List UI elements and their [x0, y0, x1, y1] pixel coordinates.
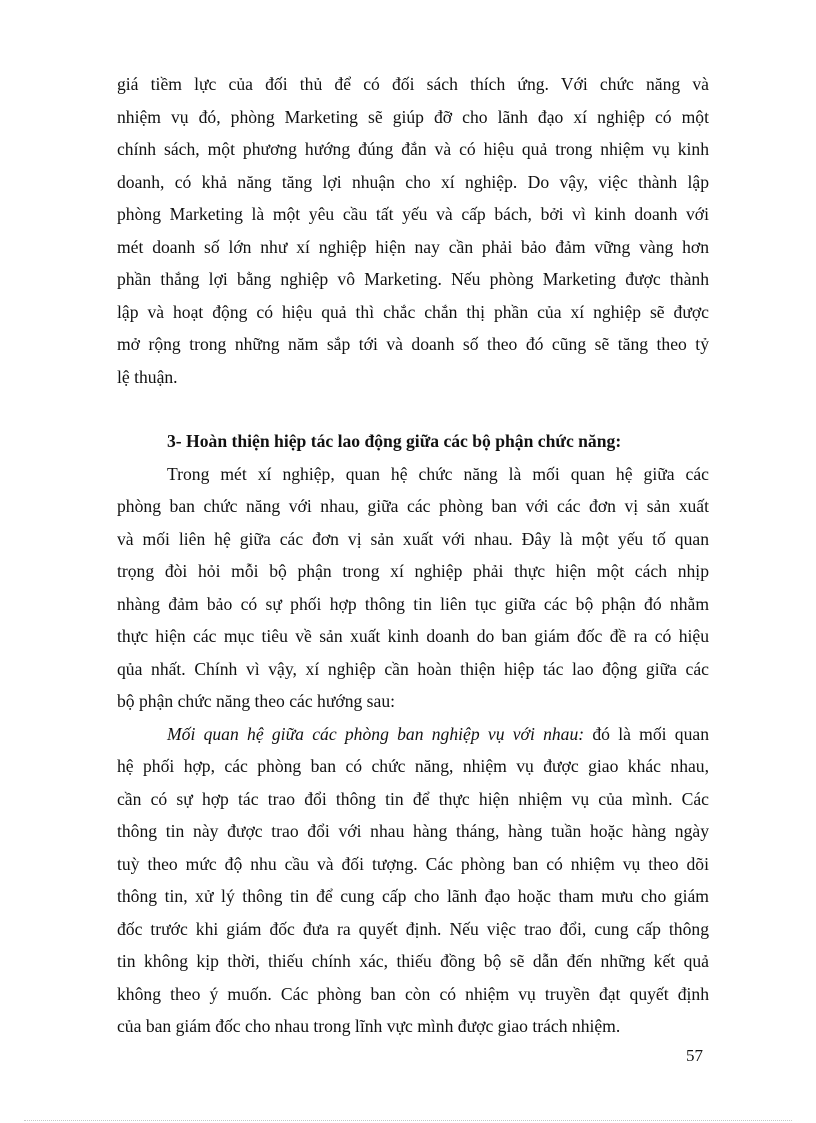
paragraph-marketing: [117, 68, 709, 393]
page-number: 57: [686, 1046, 703, 1065]
text-line: đốc trước khi giám đốc đưa ra quyết định. Nếu việc trao đổi, cung cấp thông: [117, 918, 709, 939]
text-line: doanh, có khả năng tăng lợi nhuận cho xí nghiệp. Do vậy, việc thành lập: [117, 171, 709, 192]
text-line: chính sách, một phương hướng đúng đắn và có hiệu quả trong nhiệm vụ kinh: [117, 139, 709, 159]
text-line: giá tiềm lực của đối thủ để có đối sách thích ứng. Với chức năng và: [117, 74, 709, 94]
section-heading: 3- Hoàn thiện hiệp tác lao động giữa các bộ phận chức năng:: [167, 431, 622, 451]
text-line: phần thắng lợi bằng nghiệp vô Marketing. Nếu phòng Marketing được thành: [117, 269, 709, 289]
text-line: thông tin này được trao đổi với nhau hàng tháng, hàng tuần hoặc hàng ngày: [117, 821, 709, 841]
text-line: phòng ban chức năng với nhau, giữa các phòng ban với các đơn vị sản xuất: [117, 496, 709, 516]
text-line-lead: [117, 718, 709, 751]
text-line: hệ phối hợp, các phòng ban có chức năng, nhiệm vụ được giao khác nhau,: [117, 756, 709, 776]
text-line: lập và hoạt động có hiệu quả thì chắc chắn thị phần của xí nghiệp sẽ được: [117, 301, 709, 322]
text-line: Trong mét xí nghiệp, quan hệ chức năng là mối quan hệ giữa các: [167, 463, 709, 484]
section-3: [117, 425, 709, 1043]
italic-lead-phrase: Mối quan hệ giữa các phòng ban nghiệp vụ với nhau:: [167, 723, 585, 744]
text-line: thực hiện các mục tiêu về sản xuất kinh doanh do ban giám đốc đề ra có hiệu: [117, 626, 709, 646]
text-line: mét doanh số lớn như xí nghiệp hiện nay cần phải bảo đảm vững vàng hơn: [117, 236, 709, 257]
footer-divider: [24, 1120, 792, 1121]
text-line: mở rộng trong những năm sắp tới và doanh số theo đó cũng sẽ tăng theo tỷ: [117, 334, 709, 354]
text-line: tuỳ theo mức độ nhu cầu và đối tượng. Các phòng ban có nhiệm vụ theo dõi: [117, 853, 709, 874]
text-line: của ban giám đốc cho nhau trong lĩnh vực mình được giao trách nhiệm.: [117, 1016, 621, 1036]
text-line: qủa nhất. Chính vì vậy, xí nghiệp cần hoàn thiện hiệp tác lao động giữa các: [117, 658, 709, 679]
text-line: nhiệm vụ đó, phòng Marketing sẽ giúp đỡ cho lãnh đạo xí nghiệp có một: [117, 106, 709, 127]
text-line: lệ thuận.: [117, 366, 178, 387]
text-line: phòng Marketing là một yêu cầu tất yếu và cấp bách, bởi vì kinh doanh với: [117, 204, 709, 224]
text-line: và mối liên hệ giữa các đơn vị sản xuất với nhau. Đây là một yếu tố quan: [117, 528, 709, 549]
text-line: không theo ý muốn. Các phòng ban còn có nhiệm vụ truyền đạt quyết định: [117, 983, 709, 1004]
text-line: tin không kịp thời, thiếu chính xác, thiếu đồng bộ sẽ dẫn đến những kết quả: [117, 951, 709, 971]
text-line: cần có sự hợp tác trao đổi thông tin để thực hiện nhiệm vụ của mình. Các: [117, 788, 709, 809]
lead-rest: đó là mối quan: [584, 723, 709, 744]
text-line: trọng đòi hỏi mỗi bộ phận trong xí nghiệp phải thực hiện một cách nhịp: [117, 561, 709, 581]
text-line: thông tin, xử lý thông tin để cung cấp cho lãnh đạo hoặc tham mưu cho giám: [117, 886, 709, 906]
text-line: nhàng đảm bảo có sự phối hợp thông tin liên tục giữa các bộ phận đó nhằm: [117, 593, 709, 614]
text-line: bộ phận chức năng theo các hướng sau:: [117, 691, 396, 711]
